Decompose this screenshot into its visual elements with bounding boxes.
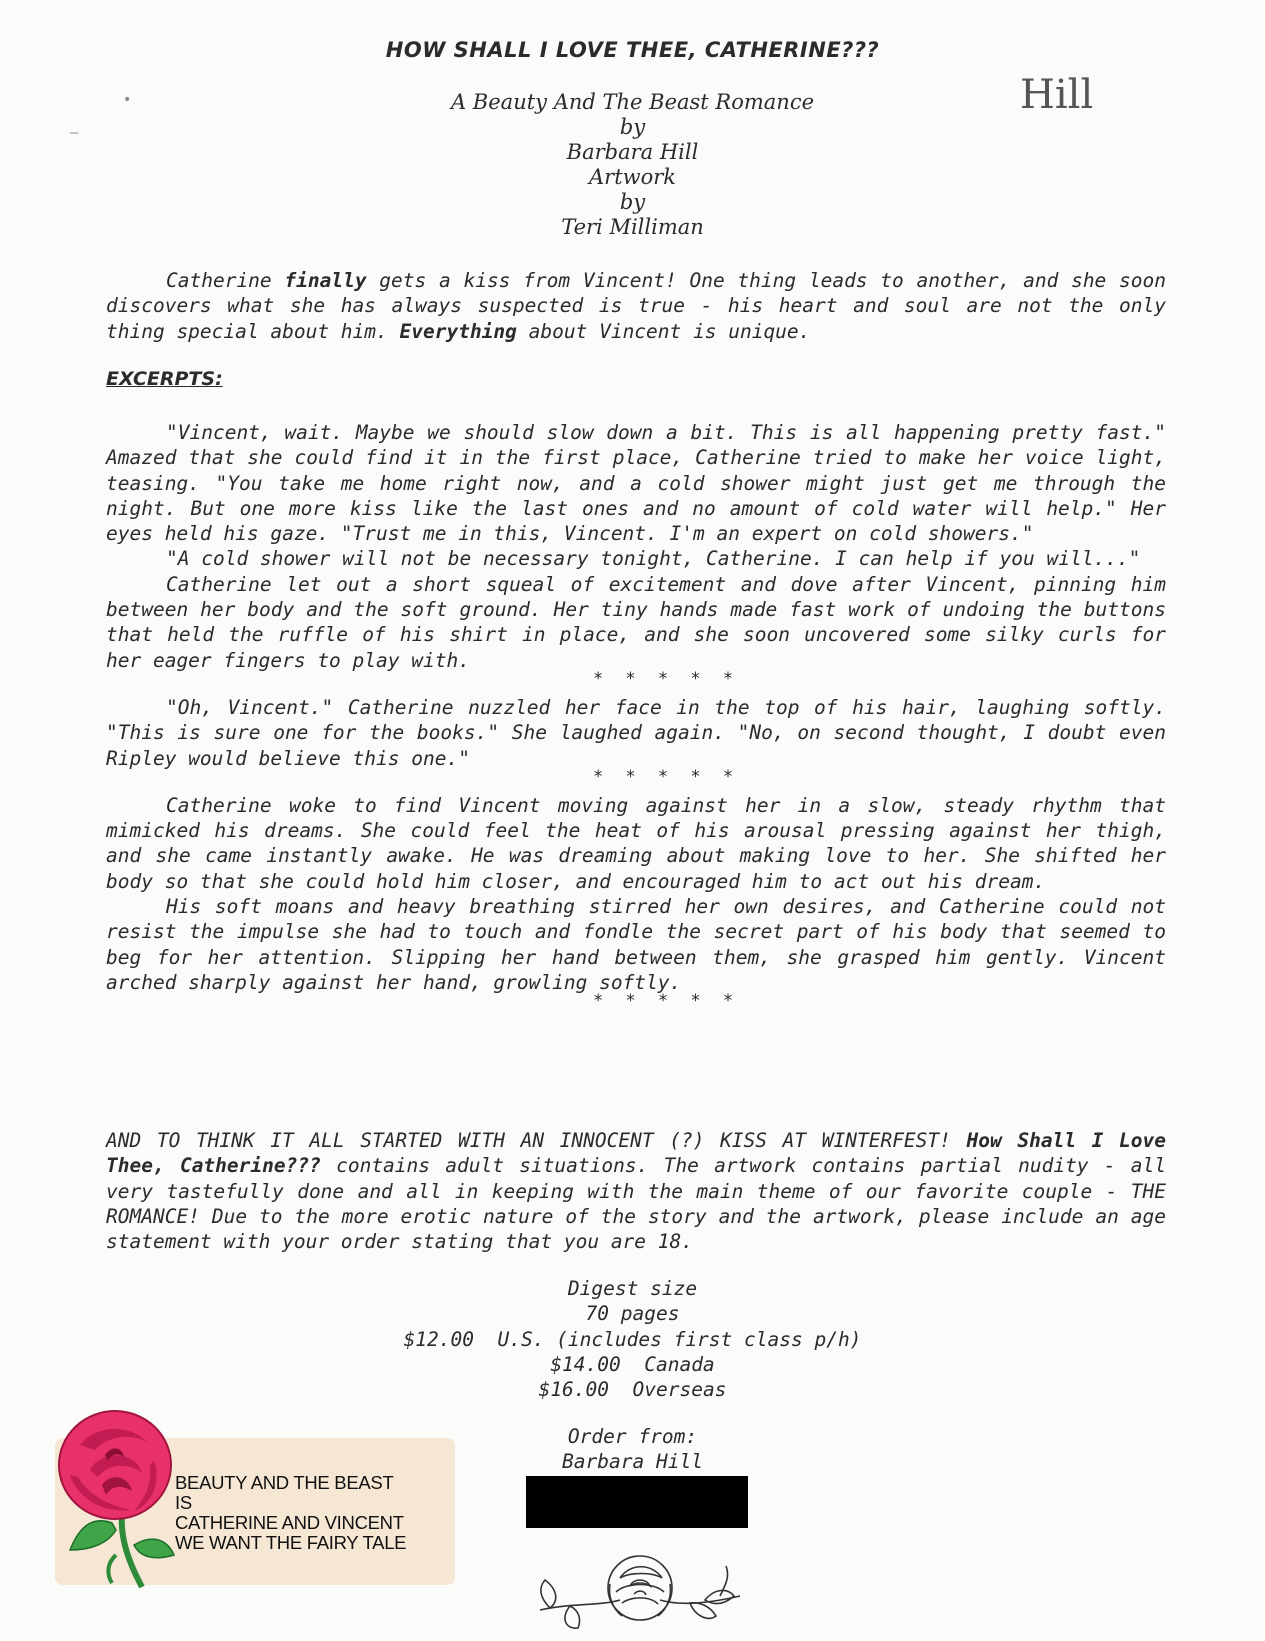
intro-paragraph xyxy=(106,268,1166,344)
detail-price-overseas: $16.00 Overseas xyxy=(538,1378,727,1402)
byline-by: by xyxy=(619,115,646,139)
sticker-line: CATHERINE AND VINCENT xyxy=(175,1512,404,1533)
sticker-line: BEAUTY AND THE BEAST xyxy=(175,1472,394,1493)
order-label: Order from: xyxy=(567,1425,698,1448)
intro-text-2: gets a kiss from Vincent! One thing leads to another, and she soon discovers what she has always suspected is true - his heart and soul are not the only thing special about him. xyxy=(106,269,1166,343)
stray-mark-2: — xyxy=(70,125,79,141)
byline-artist: Teri Milliman xyxy=(561,215,704,239)
closing-text-1: AND TO THINK IT ALL STARTED WITH AN INNOCENT (?) KISS AT WINTERFEST! xyxy=(106,1129,967,1152)
stray-mark: • xyxy=(123,92,132,108)
sticker-text xyxy=(175,1473,465,1553)
closing-bold-title: How Shall I Love Thee, Catherine??? xyxy=(106,1129,1166,1178)
excerpt-paragraph: Catherine woke to find Vincent moving against her in a slow, steady rhythm that mimicked his dreams. She could feel the heat of his arousal pressing against her thigh, and she came instantly awake. He was dreaming about making love to her. She shifted her body so that she could hold him closer, and encouraged him to act out his dream. xyxy=(106,793,1166,893)
detail-size: Digest size xyxy=(567,1277,698,1300)
detail-price-us: $12.00 U.S. (includes first class p/h) xyxy=(403,1327,862,1351)
order-name: Barbara Hill xyxy=(562,1450,703,1474)
byline-by-2: by xyxy=(619,190,646,214)
excerpt-paragraph: "A cold shower will not be necessary tonight, Catherine. I can help if you will..." xyxy=(166,547,1141,571)
intro-text-1: Catherine xyxy=(166,269,285,292)
detail-pages: 70 pages xyxy=(585,1302,680,1326)
sticker-line: IS xyxy=(175,1492,192,1513)
byline-genre: A Beauty And The Beast Romance xyxy=(450,90,815,114)
excerpts-body xyxy=(106,420,1166,1017)
intro-bold-2: Everything xyxy=(399,319,517,343)
rose-icon xyxy=(50,1405,180,1590)
closing-paragraph xyxy=(106,1128,1166,1254)
sticker-line: WE WANT THE FAIRY TALE xyxy=(175,1532,407,1553)
detail-price-canada: $14.00 Canada xyxy=(550,1352,715,1376)
excerpt-paragraph: "Vincent, wait. Maybe we should slow down a bit. This is all happening pretty fast." Amazed that she could find it in the first place, Catherine tried to make her voice light, teasing. "You take me home right now, and a cold shower might just get me through the night. But one more kiss like the last ones and no amount of cold water will help." Her eyes held his gaze. "Trust me in this, Vincent. I'm an expert on cold showers." xyxy=(106,421,1166,546)
excerpt-paragraph: "Oh, Vincent." Catherine nuzzled her face in the top of his hair, laughing softly. "This is sure one for the books." She laughed again. "No, on second thought, I doubt even Ripley would believe this one." xyxy=(106,695,1166,770)
section-separator: * * * * * xyxy=(592,991,740,1012)
section-separator: * * * * * xyxy=(592,668,740,689)
excerpts-heading: EXCERPTS: xyxy=(106,368,223,390)
byline-author: Barbara Hill xyxy=(566,140,699,164)
intro-text-3: about Vincent is unique. xyxy=(516,319,811,343)
document-title: HOW SHALL I LOVE THEE, CATHERINE??? xyxy=(385,38,880,62)
excerpt-paragraph: His soft moans and heavy breathing stirred her own desires, and Catherine could not resist the impulse she had to touch and fondle the secret part of his body that seemed to beg for her attention. Slipping her hand between them, she grasped him gently. Vincent arched sharply against her hand, growling softly. xyxy=(106,895,1166,994)
rose-drawing-icon xyxy=(530,1548,750,1638)
handwritten-note: Hill xyxy=(1020,72,1094,118)
closing-text-2: contains adult situations. The artwork contains partial nudity - all very tastefully done and all in keeping with the main theme of our favorite couple - THE ROMANCE! Due to the more erotic nature of the story and the artwork, please include an age statement with your order stating that you are 18. xyxy=(106,1154,1167,1254)
excerpt-paragraph: Catherine let out a short squeal of excitement and dove after Vincent, pinning him between her body and the soft ground. Her tiny hands made fast work of undoing the buttons that held the ruffle of his shirt in place, and she soon uncovered some silky curls for her eager fingers to play with. xyxy=(106,572,1166,672)
redacted-address xyxy=(526,1476,748,1528)
section-separator: * * * * * xyxy=(592,766,740,787)
intro-bold-1: finally xyxy=(284,269,367,292)
byline-artwork: Artwork xyxy=(588,165,677,189)
pricing-details xyxy=(0,1276,1265,1402)
